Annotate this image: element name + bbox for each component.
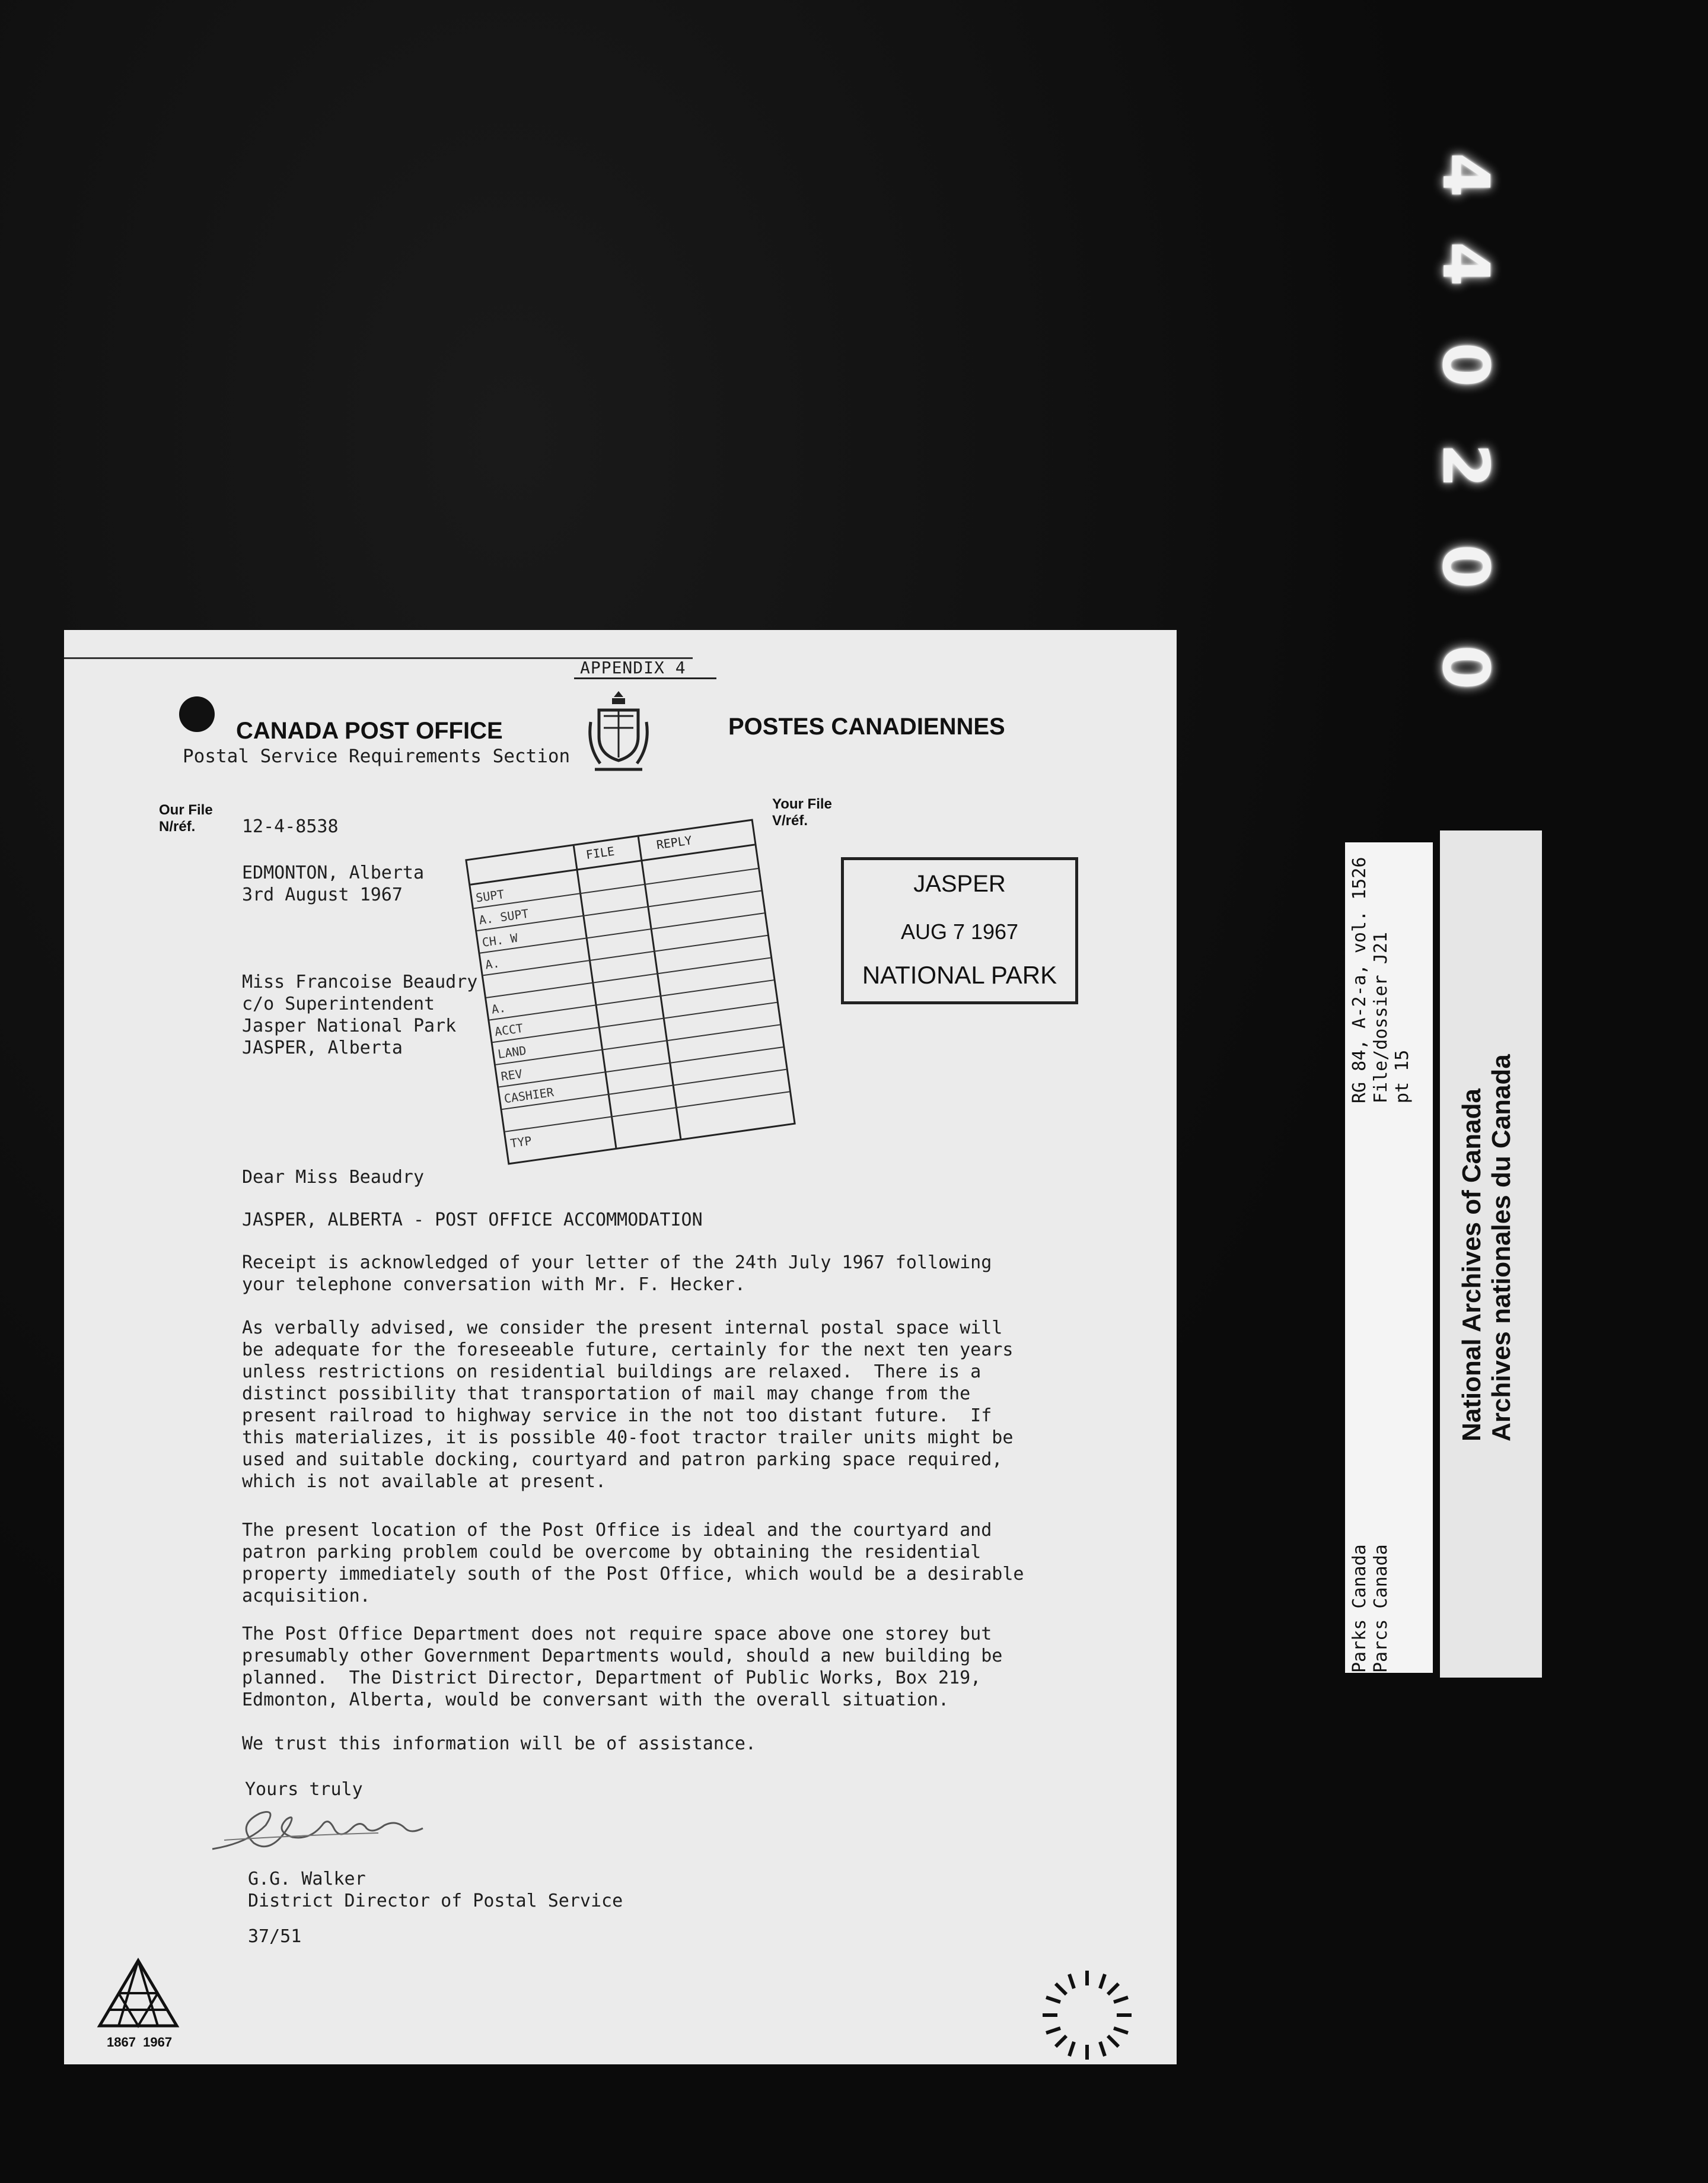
routing-row-line [489, 979, 774, 1020]
routing-row-label: A. [490, 1000, 507, 1017]
routing-row-label: TYP [509, 1133, 533, 1151]
our-file-label: Our File N/réf. [159, 802, 213, 835]
archive-part: pt 15 [1392, 1049, 1413, 1103]
routing-header-reply: REPLY [655, 833, 693, 852]
ink-blot [179, 696, 215, 732]
signer-name: G.G. Walker [248, 1869, 366, 1889]
frame-digit: 0 [1428, 645, 1502, 690]
routing-row-line [492, 1002, 777, 1043]
archival-reference-strip [1345, 842, 1433, 1673]
archive-file: File/dossier J21 [1371, 932, 1391, 1103]
frame-digit: 0 [1428, 342, 1502, 387]
routing-row-label: LAND [496, 1043, 527, 1062]
received-date-stamp [841, 857, 1078, 1004]
routing-row-label: REV [500, 1066, 524, 1084]
frame-digit: 4 [1428, 152, 1502, 198]
body-paragraph: The present location of the Post Office is ideal and the courtyard and patron parking problem could be overcome by obtaining the residential property immediately south of the Post Office, which would be a desirable acquisition. [242, 1520, 1024, 1606]
letter-page [64, 630, 1177, 2064]
stamp-park: NATIONAL PARK [862, 961, 1057, 989]
routing-row-line [499, 1046, 783, 1087]
routing-slip-header [467, 821, 755, 886]
closing: Yours truly [245, 1779, 363, 1800]
archives-name-fr: Archives nationales du Canada [1487, 1054, 1516, 1441]
letterhead-french: POSTES CANADIENNES [728, 714, 1005, 740]
subject-line: JASPER, ALBERTA - POST OFFICE ACCOMMODATION [242, 1210, 703, 1230]
letterhead-english: CANADA POST OFFICE [236, 718, 503, 744]
recipient-line: Miss Francoise Beaudry [242, 972, 478, 992]
routing-slip-stamp [465, 819, 796, 1164]
appendix-label: APPENDIX 4 [580, 658, 686, 677]
centennial-logo [94, 1958, 183, 2052]
centennial-medallion-icon [1037, 1965, 1137, 2066]
routing-row-line [483, 935, 768, 976]
routing-row-label: CH. W [481, 930, 519, 950]
archives-name-en: National Archives of Canada [1457, 1089, 1486, 1441]
routing-row-line [496, 1024, 780, 1065]
archive-reference: RG 84, A-2-a, vol. 1526 [1349, 857, 1370, 1103]
frame-digit: 4 [1428, 241, 1502, 287]
stamp-place: JASPER [913, 871, 1006, 897]
routing-row-label: ACCT [493, 1020, 524, 1039]
body-paragraph: We trust this information will be of assistance. [242, 1733, 756, 1754]
your-file-label: Your File V/réf. [772, 796, 832, 829]
archives-name-strip [1440, 830, 1542, 1678]
letterhead-section: Postal Service Requirements Section [183, 746, 571, 767]
body-paragraph: The Post Office Department does not require space above one storey but presumably other Government Departments would, should a new building be planned. The District Director, Department of Public Works, Box 219, Edmonton, Alberta, would be conversant with the overall situation. [242, 1624, 1003, 1710]
routing-header-file: FILE [585, 844, 616, 863]
letter-date: 3rd August 1967 [242, 884, 403, 905]
stamp-date: AUG 7 1967 [900, 919, 1019, 944]
recipient-line: Jasper National Park [242, 1016, 457, 1036]
body-paragraph: As verbally advised, we consider the present internal postal space will be adequate for the foreseeable future, certainly for the next ten years unless restrictions on residential buildings are relaxed. There is a distinct possibility that transportation of mail may change from the present railroad to highway service in the not too distant future. If this materializes, it is possible 40-foot tractor trailer units might be used and suitable docking, courtyard and patron parking space required, which is not available at present. [242, 1318, 1014, 1492]
our-file-number: 12-4-8538 [242, 816, 339, 837]
appendix-underline [574, 677, 716, 679]
handwritten-signature [206, 1796, 491, 1861]
agency-fr: Parcs Canada [1371, 1544, 1391, 1673]
routing-row-label: CASHIER [503, 1084, 555, 1106]
recipient-line: JASPER, Alberta [242, 1038, 403, 1058]
routing-row-label: A. [484, 956, 501, 972]
routing-row-label: A. SUPT [478, 906, 530, 928]
salutation: Dear Miss Beaudry [242, 1167, 425, 1188]
film-frame-number [1423, 142, 1506, 700]
frame-digit: 2 [1428, 443, 1502, 488]
routing-row-line [486, 957, 771, 998]
body-paragraph: Receipt is acknowledged of your letter of the 24th July 1967 following your telephone conversation with Mr. F. Hecker. [242, 1252, 992, 1295]
centennial-years: 1867 1967 [107, 2035, 173, 2050]
recipient-line: c/o Superintendent [242, 994, 435, 1014]
agency-en: Parks Canada [1349, 1544, 1370, 1673]
centennial-triangles-icon [94, 1958, 183, 2029]
coat-of-arms-icon [586, 686, 651, 775]
archival-label [1345, 830, 1542, 1678]
signer-title: District Director of Postal Service [248, 1891, 623, 1911]
sender-place: EDMONTON, Alberta [242, 863, 425, 883]
file-code: 37/51 [248, 1926, 302, 1947]
frame-digit: 0 [1428, 544, 1502, 589]
routing-row-label: SUPT [474, 887, 505, 905]
